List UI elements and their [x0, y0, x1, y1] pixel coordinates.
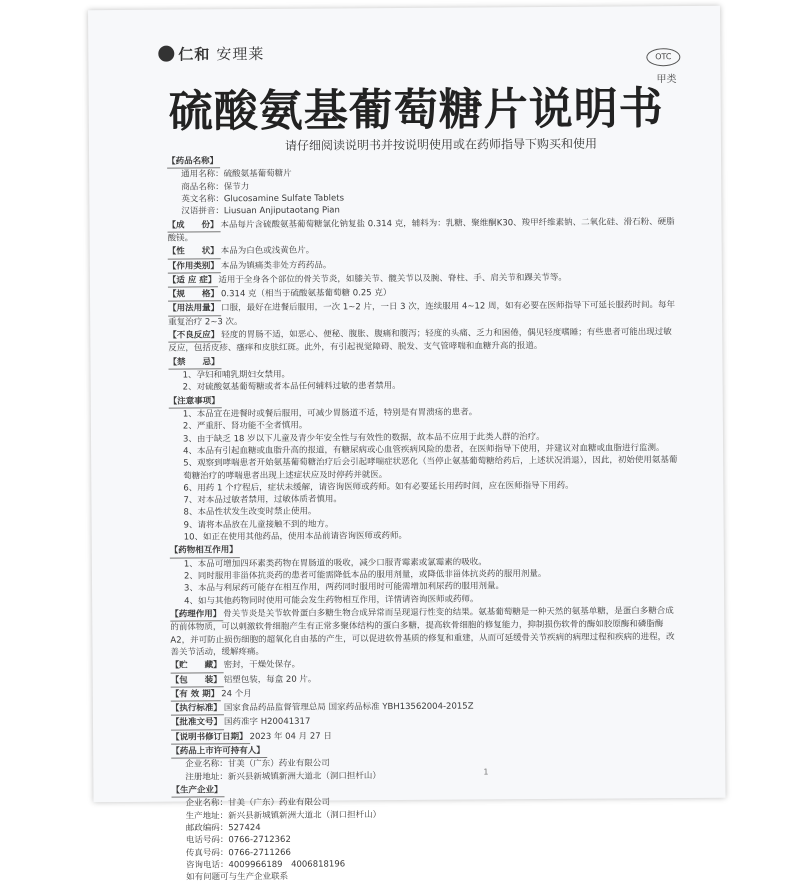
section-line: 4、如与其他药物同时使用可能会发生药物相互作用，详情请咨询医师或药师。 [184, 594, 479, 607]
section-line: 企业名称：甘美（广东）药业有限公司 [185, 797, 331, 809]
section [168, 326, 678, 355]
instruction-body [167, 151, 682, 884]
section-label: 【药品上市许可持有人】 [171, 745, 267, 759]
brand-product-name: 安理莱 [216, 44, 265, 64]
section-line: 适用于全身各个部位的骨关节炎，如膝关节、髋关节以及腕、脊柱、手、肩关节和踝关节等。 [218, 272, 567, 286]
document-title: 硫酸氨基葡萄糖片说明书 [168, 83, 664, 138]
section-label: 【药物相互作用】 [170, 545, 240, 559]
section-label: 【药品名称】 [167, 155, 220, 169]
section-line: 口服，最好在进餐后服用，一次 1~2 片，一日 3 次，连续服用 4~12 周，如有必要在医师指导下可延长服药时间。每年重复治疗 2~3 次。 [168, 300, 676, 328]
section-label: 【禁 忌】 [168, 356, 221, 370]
section-label: 【成 份】 [167, 219, 220, 233]
section-line: 9、请将本品放在儿童接触不到的地方。 [183, 519, 334, 531]
section [171, 781, 682, 884]
section-label: 【包 装】 [171, 674, 224, 688]
brand-name: 仁和 [178, 45, 211, 64]
section-label: 【作用类别】 [168, 260, 221, 274]
section-line: 商品名称：保节力 [181, 181, 250, 193]
section-line: 国家食品药品监督管理总局 国家药品标准 YBH13562004-2015Z [223, 701, 474, 714]
section-label: 【规 格】 [168, 288, 221, 302]
section-line: 如有问题可与生产企业联系 [186, 872, 289, 883]
section-line: 本品为白色或浅黄色片。 [220, 245, 315, 257]
section-line: 国药准字 H20041317 [223, 717, 311, 728]
section-label: 【生产企业】 [171, 784, 224, 798]
section-line: 10、如正在使用其他药品，使用本品前请咨询医师或药师。 [183, 531, 408, 543]
section-line: 通用名称：硫酸氨基葡萄糖片 [181, 169, 292, 180]
section-line: 铝塑包装，每盒 20 片。 [223, 674, 317, 685]
otc-badge: OTC [646, 48, 680, 66]
section-line: 4、本品有引起血糖或血脂升高的报道，有糖尿病或心血管疾病风险的患者，在医师指导下使用，并建议对血糖或血脂进行监测。 [183, 443, 665, 457]
section-line: 1、本品宜在进餐时或餐后服用，可减少胃肠道不适，特别是有胃溃疡的患者。 [182, 407, 478, 420]
section-line: 2、对硫酸氨基葡萄糖或者本品任何辅料过敏的患者禁用。 [182, 381, 401, 393]
section-line: 汉语拼音：Liusuan Anjiputaotang Pian [181, 205, 340, 217]
section-line: 本品为镇痛类非处方药药品。 [220, 260, 332, 271]
section-label: 【不良反应】 [168, 329, 221, 343]
section-line: 24 个月 [221, 688, 252, 700]
section-label: 【有 效 期】 [171, 688, 222, 702]
section [168, 300, 678, 329]
section [167, 152, 677, 218]
section-line: 生产地址：新兴县新城镇新洲大道北（洞口担杆山） [185, 809, 382, 822]
section-line: 传真号码：0766-2711266 [185, 847, 291, 859]
page-mark: 1 [483, 767, 489, 777]
otc-class-label: 甲类 [656, 74, 677, 86]
section-label: 【注意事项】 [169, 395, 222, 409]
section-line: 3、本品与利尿药可能存在相互作用，两药同时服用时可能需增加利尿药的服用剂量。 [184, 581, 504, 594]
section [170, 541, 680, 607]
usage-warning: 请仔细阅读说明书并按说明使用或在药师指导下购买和使用 [284, 136, 598, 153]
section-line: 咨询电话：4009966189 4006818196 [185, 859, 346, 871]
section-line: 7、对本品过敏者禁用，过敏体质者慎用。 [183, 494, 342, 506]
section-line: 2、严重肝、肾功能不全者慎用。 [182, 420, 308, 432]
section [167, 216, 677, 245]
section-label: 【贮 藏】 [171, 659, 224, 673]
brand-mark-icon [158, 46, 174, 62]
section-label: 【批准文号】 [171, 717, 224, 731]
section [168, 353, 678, 394]
section-label: 【说明书修订日期】 [171, 731, 250, 745]
section-line: 密封，干燥处保存。 [223, 659, 301, 671]
section-line: 电话号码：0766-2712362 [185, 835, 291, 846]
section [169, 392, 680, 544]
section-line: 1、孕妇和哺乳期妇女禁用。 [182, 369, 291, 381]
section [170, 605, 680, 659]
section [171, 742, 681, 783]
section-line: 5、观察到哮喘患者开始氨基葡萄糖治疗后会引起哮喘症状恶化（当停止氨基葡萄糖给药后，上述状况消退），因此，初始使用氨基葡萄糖治疗的哮喘患者出现上述症状应及时停药并就医。 [183, 455, 678, 482]
section-line: 2023 年 04 月 27 日 [249, 731, 332, 742]
section-line: 企业名称：甘美（广东）药业有限公司 [185, 758, 330, 770]
section-line: 注册地址：新兴县新城镇新洲大道北（洞口担杆山） [185, 770, 381, 783]
section-line: 骨关节炎是关节软骨蛋白多糖生物合成异常而呈现退行性变的结果。氨基葡萄糖是一种天然的氨基单糖，是蛋白多糖合成的前体物质，可以刺激软骨细胞产生有正常多聚体结构的蛋白多糖，提高软骨细胞的修复能力，抑制损伤软骨的酶如胶原酶和磷脂酶A2，并可防止损伤细胞的超氧化自由基的产生，可以促进软骨基质的修复和重建，从而可延缓骨关节疾病的病理过程和疾病的进程，改善关节活动，缓解疼痛。 [170, 606, 675, 658]
section-label: 【药理作用】 [170, 608, 223, 622]
section-line: 轻度的胃肠不适，如恶心、便秘、腹胀、腹痛和腹泻；轻度的头痛、乏力和困倦，偶见轻度嗜睡；有些患者可能出现过敏反应，包括皮疹、瘙痒和皮肤红斑。此外，有引起视觉障碍、脱发、支气管哮喘和血糖升高的报道。 [168, 327, 672, 355]
section-label: 【性 状】 [168, 245, 221, 259]
section-label: 【适 应 症】 [168, 274, 219, 288]
section-label: 【用法用量】 [168, 303, 221, 317]
brand-logo [158, 43, 264, 65]
section-line: 6、用药 1 个疗程后，症状未缓解，请咨询医师或药师。如有必要延长用药时间，应在医师指导下用药。 [183, 480, 574, 494]
instruction-sheet [88, 6, 726, 883]
section-line: 3、由于缺乏 18 岁以下儿童及青少年安全性与有效性的数据，故本品不应用于此类人群的治疗。 [182, 431, 545, 445]
section-line: 8、本品性状发生改变时禁止使用。 [183, 507, 317, 518]
section-line: 1、本品可增加四环素类药物在胃肠道的吸收，减少口服青霉素或氯霉素的吸收。 [183, 557, 487, 570]
section-label: 【执行标准】 [171, 702, 224, 716]
section-line: 2、同时服用非甾体抗炎药的患者可能需降低本品的服用剂量，或降低非甾体抗炎药的服用剂量。 [183, 569, 547, 582]
section-line: 本品每片含硫酸氨基葡萄糖氯化钠复盐 0.314 克，辅料为：乳糖、聚维酮K30、羧甲纤维素钠、二氧化硅、滑石粉、硬脂酸镁。 [167, 216, 675, 244]
section-line: 邮政编码：527424 [185, 822, 261, 834]
section-line: 0.314 克（相当于硫酸氨基葡萄糖 0.25 克） [220, 288, 392, 300]
section-line: 英文名称：Glucosamine Sulfate Tablets [181, 193, 345, 205]
